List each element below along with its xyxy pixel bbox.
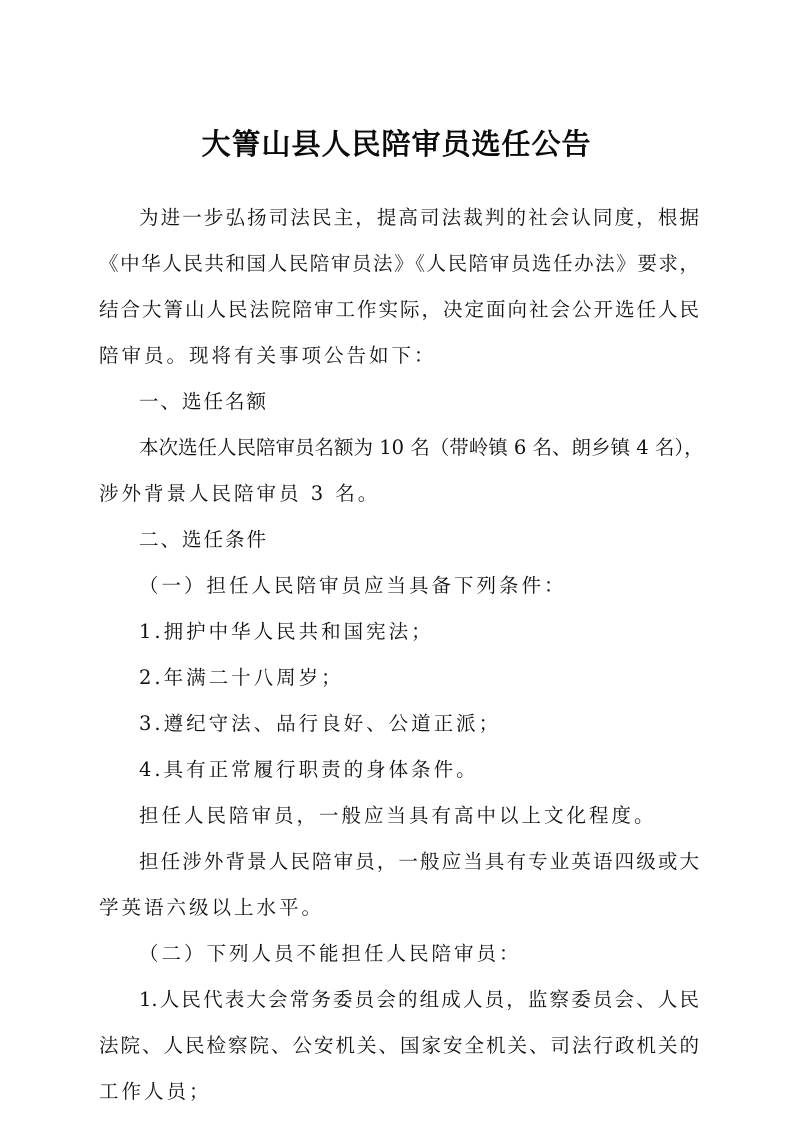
intro-line-2: 《中华人民共和国人民陪审员法》《人民陪审员选任办法》要求，: [99, 252, 699, 275]
foreign-requirement-line-2: 学英语六级以上水平。: [99, 896, 325, 919]
intro-line-1: 为进一步弘扬司法民主，提高司法裁判的社会认同度，根据: [139, 206, 699, 229]
condition-item-4: 4.具有正常履行职责的身体条件。: [139, 758, 479, 781]
page-title: 大箐山县人民陪审员选任公告: [201, 127, 592, 161]
section-1-body-line-1: 本次选任人民陪审员名额为 10 名（带岭镇 6 名、朗乡镇 4 名），: [139, 436, 704, 459]
section-1-body-line-2: 涉外背景人民陪审员 3 名。: [99, 482, 381, 505]
exclusion-line-1: 1.人民代表大会常务委员会的组成人员，监察委员会、人民: [139, 988, 699, 1011]
exclusion-line-2: 法院、人民检察院、公安机关、国家安全机关、司法行政机关的: [99, 1034, 699, 1057]
condition-item-2: 2.年满二十八周岁；: [139, 666, 344, 689]
section-2-sub-2: （二）下列人员不能担任人民陪审员：: [139, 942, 522, 965]
education-requirement: 担任人民陪审员，一般应当具有高中以上文化程度。: [139, 804, 657, 827]
condition-item-3: 3.遵纪守法、品行良好、公道正派；: [139, 712, 502, 735]
exclusion-line-3: 工作人员；: [99, 1080, 212, 1103]
intro-line-4: 陪审员。现将有关事项公告如下：: [99, 344, 437, 367]
condition-item-1: 1.拥护中华人民共和国宪法；: [139, 620, 434, 643]
section-1-heading: 一、选任名额: [139, 390, 269, 413]
foreign-requirement-line-1: 担任涉外背景人民陪审员，一般应当具有专业英语四级或大: [139, 850, 699, 873]
intro-line-3: 结合大箐山人民法院陪审工作实际，决定面向社会公开选任人民: [99, 298, 699, 321]
section-2-heading: 二、选任条件: [139, 528, 269, 551]
section-2-sub-1: （一）担任人民陪审员应当具备下列条件：: [139, 574, 567, 597]
